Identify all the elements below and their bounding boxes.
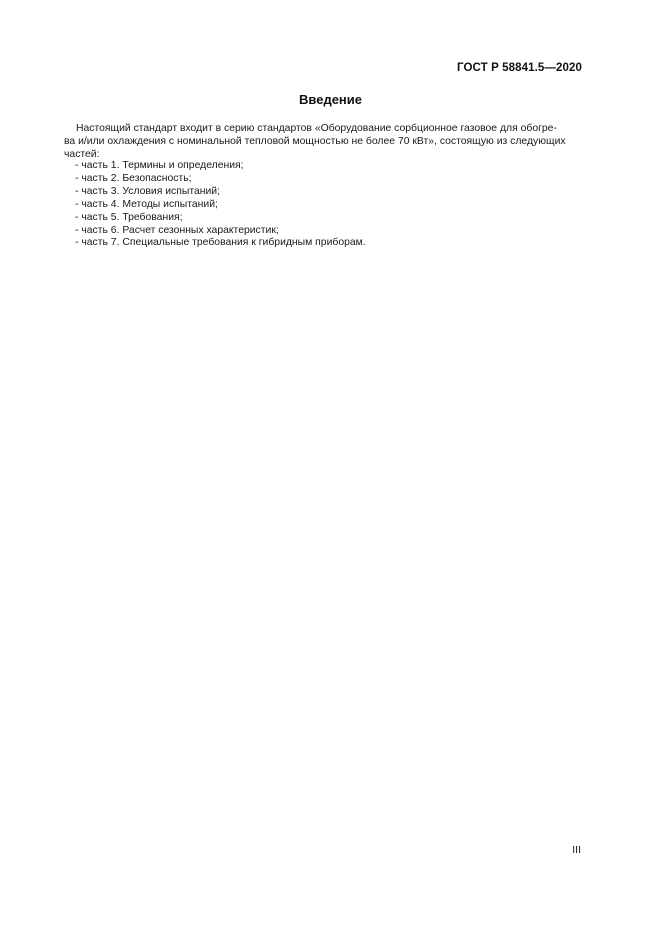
list-item-part-5: - часть 5. Требования; — [75, 211, 183, 223]
list-item-part-7: - часть 7. Специальные требования к гибридным приборам. — [75, 237, 366, 249]
list-item-part-6: - часть 6. Расчет сезонных характеристик; — [75, 224, 279, 236]
section-title: Введение — [299, 92, 362, 107]
list-item-part-3: - часть 3. Условия испытаний; — [75, 185, 220, 197]
list-item-part-2: - часть 2. Безопасность; — [75, 172, 192, 184]
list-item-part-4: - часть 4. Методы испытаний; — [75, 198, 218, 210]
intro-paragraph — [64, 122, 582, 161]
parts-list — [75, 160, 366, 250]
list-item-part-1: - часть 1. Термины и определения; — [75, 160, 244, 171]
standard-code-header: ГОСТ Р 58841.5—2020 — [457, 62, 582, 74]
intro-line: ва и/или охлаждения с номинальной тепловой мощностью не более 70 кВт», состоящую из следующих — [64, 136, 566, 148]
intro-line: Настоящий стандарт входит в серию стандартов «Оборудование сорбционное газовое для обогре- — [76, 123, 557, 134]
intro-line: частей: — [64, 149, 100, 161]
page-number: III — [572, 844, 581, 856]
